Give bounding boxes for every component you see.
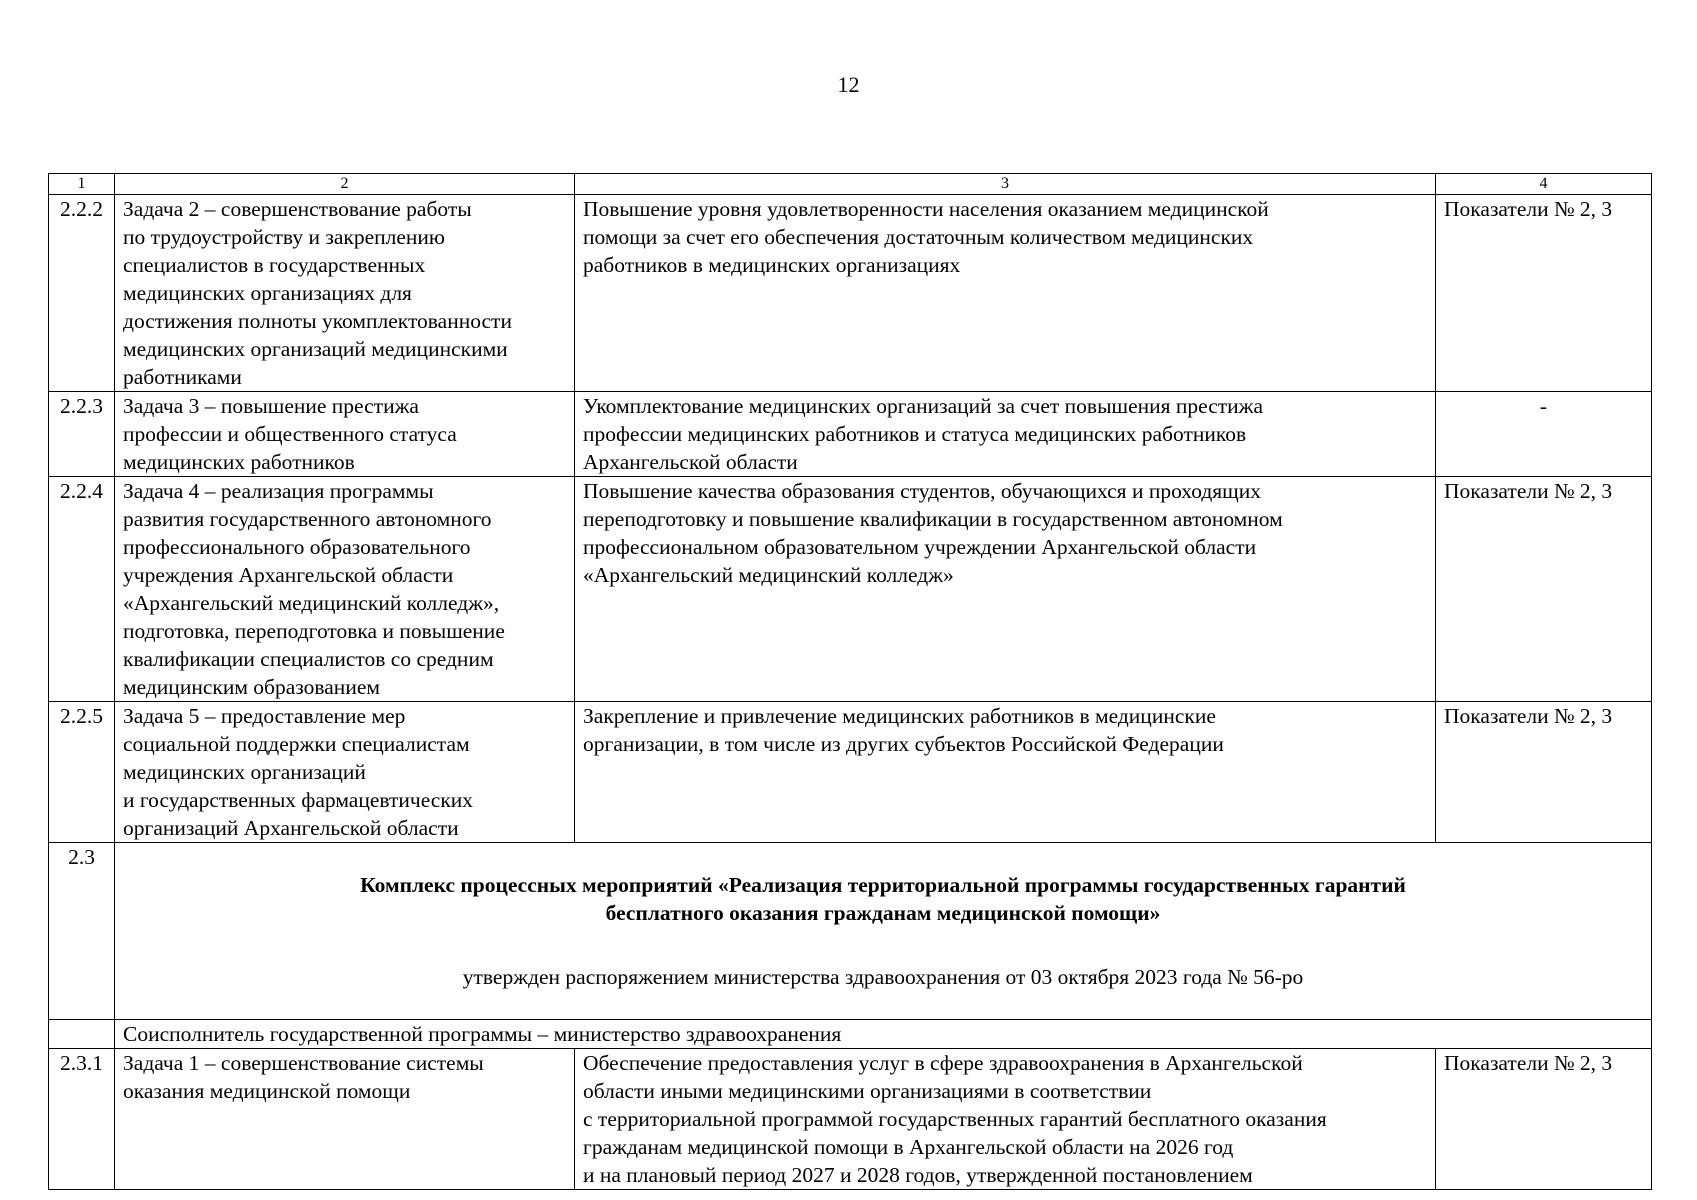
page-number: 12 [837, 72, 860, 97]
indicators-cell: Показатели № 2, 3 [1436, 702, 1652, 843]
result-cell: Закрепление и привлечение медицинских работников в медицинские организации, в том числе из других субъектов Российской Федерации [575, 702, 1436, 843]
table-row [49, 195, 1652, 392]
result-cell: Укомплектование медицинских организаций за счет повышения престижа профессии медицинских работников и статуса медицинских работников Архангельской области [575, 392, 1436, 477]
indicators-cell: Показатели № 2, 3 [1436, 195, 1652, 392]
result-cell: Повышение уровня удовлетворенности населения оказанием медицинской помощи за счет его обеспечения достаточным количеством медицинских работников в медицинских организациях [575, 195, 1436, 392]
row-number: 2.2.5 [49, 702, 115, 843]
section-title: Комплекс процессных мероприятий «Реализация территориальной программы государственных гарантий бесплатного оказания гражданам медицинской помощи» [360, 873, 1406, 925]
row-number: 2.2.4 [49, 477, 115, 702]
task-cell: Задача 1 – совершенствование системы оказания медицинской помощи [115, 1049, 575, 1190]
table-row [49, 1049, 1652, 1190]
task-cell: Задача 5 – предоставление мер социальной поддержки специалистам медицинских организаций и государственных фармацевтических организаций Архангельской области [115, 702, 575, 843]
column-number-row [49, 174, 1652, 195]
table-row [49, 477, 1652, 702]
row-number: 2.2.2 [49, 195, 115, 392]
table-row [49, 392, 1652, 477]
coexecutor-row [49, 1020, 1652, 1049]
section-header-row [49, 843, 1652, 1020]
column-number: 2 [115, 174, 575, 195]
table-row [49, 702, 1652, 843]
coexecutor-cell: Соисполнитель государственной программы – министерство здравоохранения [115, 1020, 1652, 1049]
section-approval-note: утвержден распоряжением министерства здравоохранения от 03 октября 2023 года № 56-ро [462, 965, 1304, 989]
indicators-cell: Показатели № 2, 3 [1436, 1049, 1652, 1190]
row-number: 2.2.3 [49, 392, 115, 477]
task-cell: Задача 4 – реализация программы развития государственного автономного профессионального образовательного учреждения Архангельской области «Архангельский медицинский колледж», подготовка, переподготовка и повышение квалификации специалистов со средним медицинским образованием [115, 477, 575, 702]
row-number: 2.3.1 [49, 1049, 115, 1190]
indicators-cell: Показатели № 2, 3 [1436, 477, 1652, 702]
program-table [48, 173, 1652, 1190]
section-number: 2.3 [49, 843, 115, 1020]
result-cell: Повышение качества образования студентов, обучающихся и проходящих переподготовку и повышение квалификации в государственном автономном профессиональном образовательном учреждении Архангельской области «Архангельский медицинский колледж» [575, 477, 1436, 702]
task-cell: Задача 2 – совершенствование работы по трудоустройству и закреплению специалистов в государственных медицинских организациях для достижения полноты укомплектованности медицинских организаций медицинскими работниками [115, 195, 575, 392]
column-number: 3 [575, 174, 1436, 195]
section-cell [115, 843, 1652, 1020]
column-number: 4 [1436, 174, 1652, 195]
column-number: 1 [49, 174, 115, 195]
task-cell: Задача 3 – повышение престижа профессии и общественного статуса медицинских работников [115, 392, 575, 477]
result-cell: Обеспечение предоставления услуг в сфере здравоохранения в Архангельской области иными медицинскими организациями в соответствии с территориальной программой государственных гарантий бесплатного оказания гражданам медицинской помощи в Архангельской области на 2026 год и на плановый период 2027 и 2028 годов, утвержденной постановлением [575, 1049, 1436, 1190]
empty-number-cell [49, 1020, 115, 1049]
indicators-cell: - [1436, 392, 1652, 477]
